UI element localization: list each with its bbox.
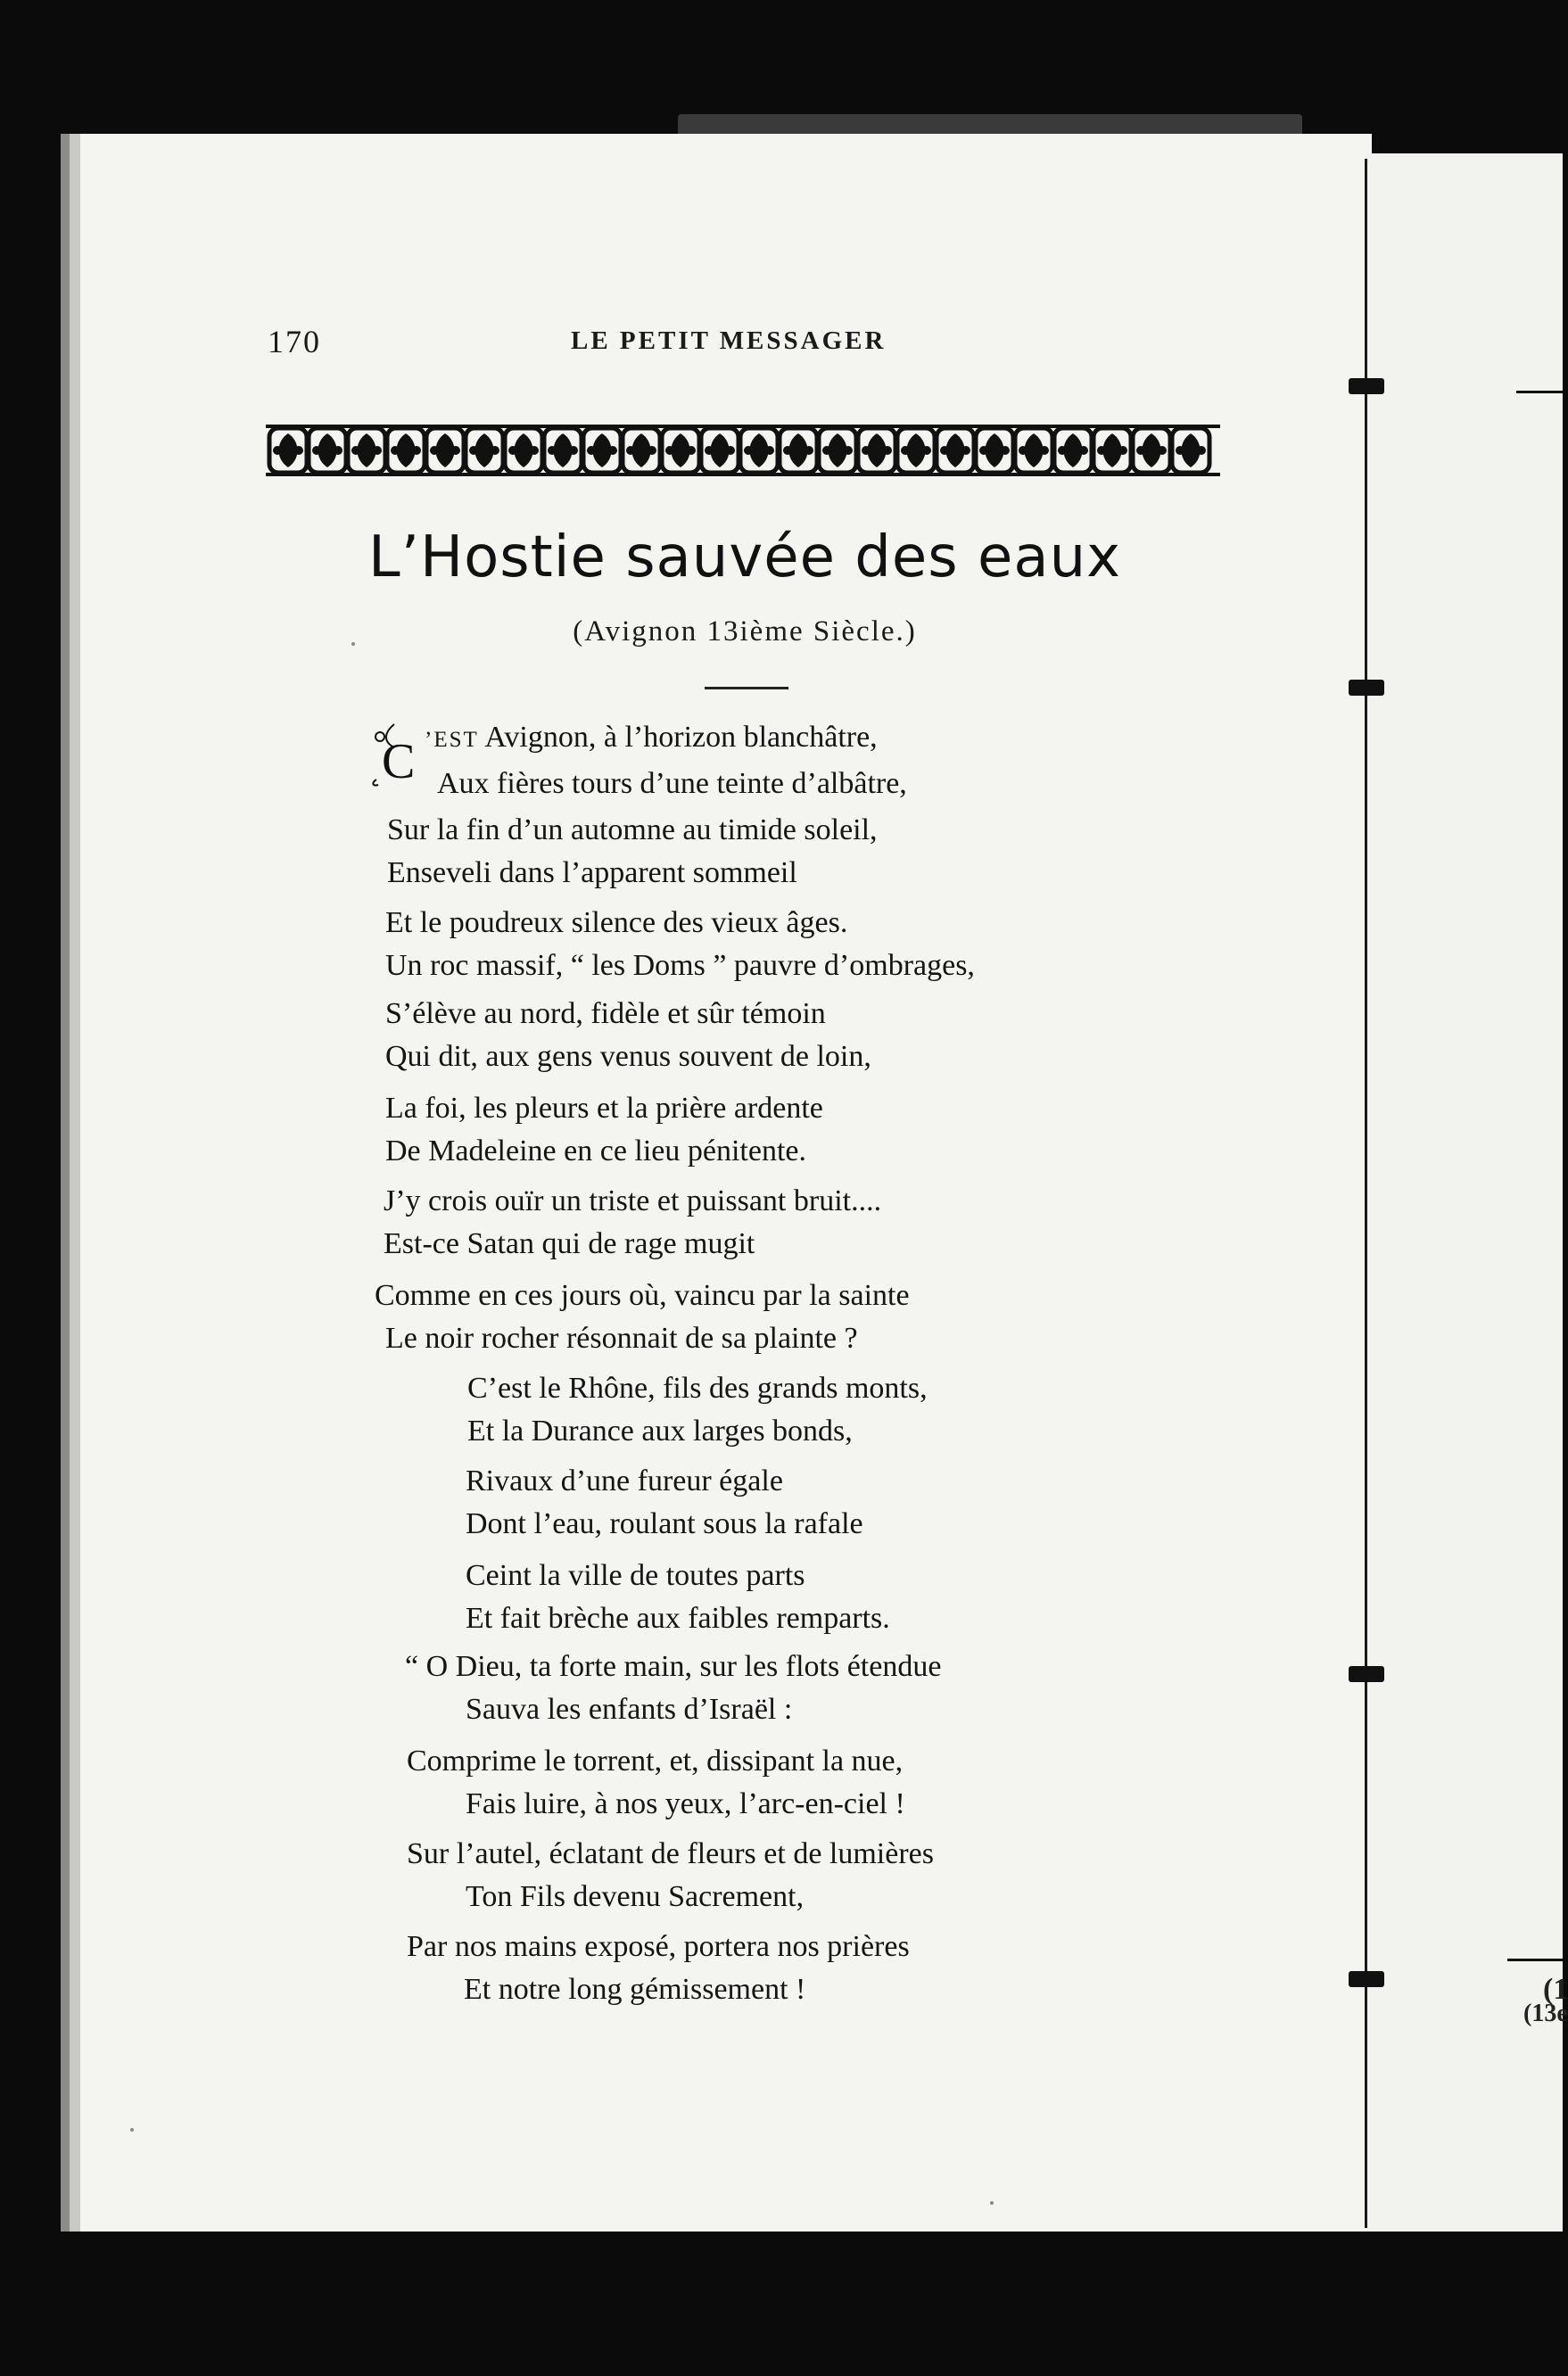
binding-clip xyxy=(1349,1971,1384,1987)
facing-page-fragment: (13e xyxy=(1523,2000,1568,2027)
journal-title: LE PETIT MESSAGER xyxy=(571,326,887,355)
verse-line: Ton Fils devenu Sacrement, xyxy=(466,1880,805,1913)
first-line-text: Avignon, à l’horizon blanchâtre, xyxy=(478,721,878,754)
verse-line: La foi, les pleurs et la prière ardente xyxy=(385,1092,823,1125)
verse-line: Fais luire, à nos yeux, l’arc-en-ciel ! xyxy=(466,1787,905,1820)
poem-subtitle: (Avignon 13ième Siècle.) xyxy=(573,615,917,648)
dust-speck xyxy=(990,2201,994,2205)
verse-line: Dont l’eau, roulant sous la rafale xyxy=(466,1507,863,1540)
binding-clip xyxy=(1349,680,1384,696)
verse-line: Le noir rocher résonnait de sa plainte ? xyxy=(385,1322,858,1355)
verse-line: Et la Durance aux larges bonds, xyxy=(467,1415,853,1448)
verse-line: Et fait brèche aux faibles remparts. xyxy=(466,1602,890,1635)
verse-line: Aux fières tours d’une teinte d’albâtre, xyxy=(437,767,907,800)
verse-line: Un roc massif, “ les Doms ” pauvre d’ombrages, xyxy=(385,949,975,982)
verse-line: Rivaux d’une fureur égale xyxy=(466,1464,783,1497)
title-rule xyxy=(705,687,788,689)
first-word-small-caps: ’EST xyxy=(425,728,479,752)
verse-line: S’élève au nord, fidèle et sûr témoin xyxy=(385,997,826,1030)
gutter-line xyxy=(1365,159,1367,2228)
verse-line: Enseveli dans l’apparent sommeil xyxy=(387,856,797,889)
verse-line: Sur la fin d’un automne au timide soleil, xyxy=(387,813,878,846)
verse-line: “ O Dieu, ta forte main, sur les flots étendue xyxy=(405,1650,942,1683)
verse-line: J’y crois ouïr un triste et puissant bruit.... xyxy=(384,1184,882,1217)
verse-line: Qui dit, aux gens venus souvent de loin, xyxy=(385,1040,871,1073)
poem-title: L’Hostie sauvée des eaux xyxy=(367,524,1122,590)
binding-clip xyxy=(1349,378,1384,394)
verse-line: C’est le Rhône, fils des grands monts, xyxy=(467,1372,928,1405)
verse-line: Par nos mains exposé, portera nos prières xyxy=(407,1930,910,1963)
facing-page xyxy=(1367,153,1563,2232)
facing-page-fragment: (1 xyxy=(1543,1973,1568,2006)
facing-page-rule xyxy=(1507,1959,1563,1961)
verse-line: De Madeleine en ce lieu pénitente. xyxy=(385,1134,806,1167)
verse-line: Sauva les enfants d’Israël : xyxy=(466,1693,793,1726)
page-number: 170 xyxy=(268,324,321,359)
binding-clip xyxy=(1349,1666,1384,1682)
verse-line: Est-ce Satan qui de rage mugit xyxy=(384,1227,755,1260)
drop-cap-ornament xyxy=(367,721,421,788)
verse-line: Comme en ces jours où, vaincu par la sainte xyxy=(375,1279,910,1312)
running-head xyxy=(268,323,1231,367)
verse-line-1 xyxy=(425,722,878,753)
verse-line: Sur l’autel, éclatant de fleurs et de lumières xyxy=(407,1837,934,1870)
verse-line: Ceint la ville de toutes parts xyxy=(466,1559,805,1592)
drop-cap-letter: C xyxy=(382,734,416,789)
verse-line: Et le poudreux silence des vieux âges. xyxy=(385,906,848,939)
dust-speck xyxy=(130,2128,134,2132)
verse-line: Et notre long gémissement ! xyxy=(464,1973,806,2006)
ornamental-border xyxy=(266,423,1220,478)
verse-line: Comprime le torrent, et, dissipant la nue, xyxy=(407,1745,904,1778)
facing-page-rule xyxy=(1516,391,1563,393)
dust-speck xyxy=(351,642,355,646)
